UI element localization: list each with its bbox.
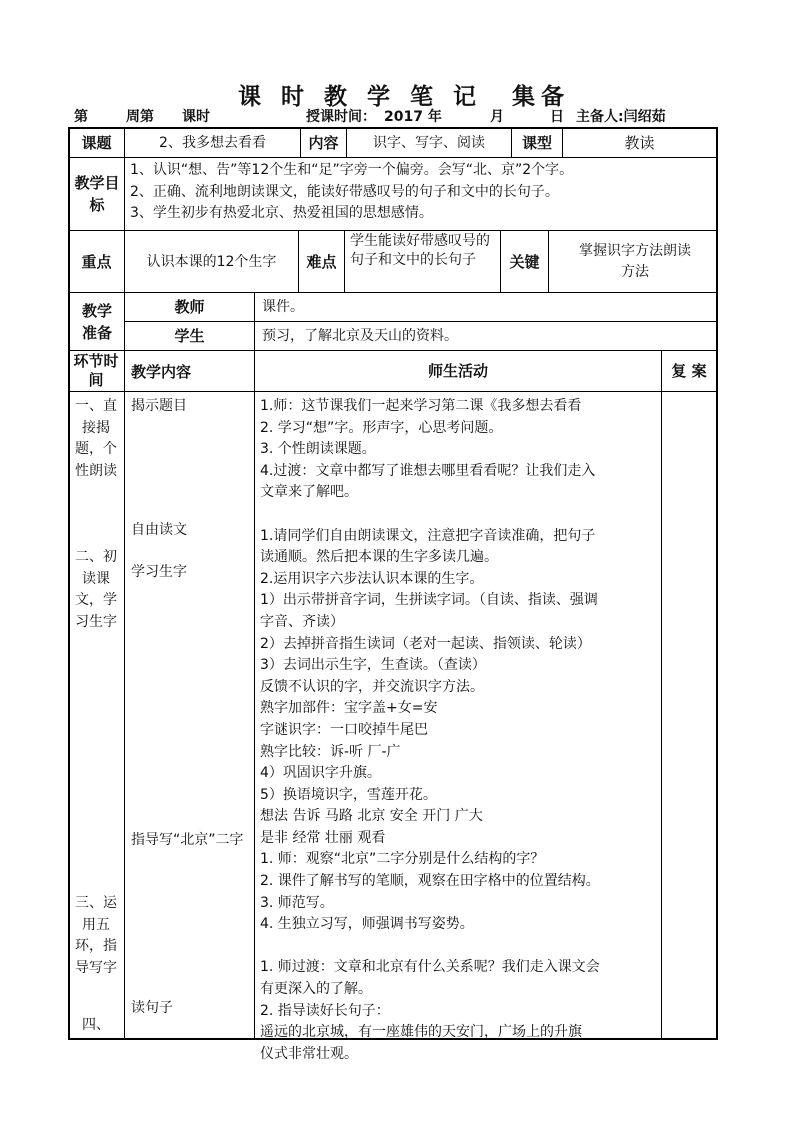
activity-line: 反馈不认识的字，并交流识字方法。 <box>260 678 484 695</box>
activity-list <box>260 396 660 1065</box>
type-value: 教读 <box>624 133 655 152</box>
activity-line: 1.师：这节课我们一起来学习第二课《我多想去看看 <box>260 398 582 414</box>
type-label: 课型 <box>521 133 552 152</box>
activity-line: 1. 师：观察“北京”二字分别是什么结构的字？ <box>260 851 545 868</box>
activity-line: 遥远的北京城，有一座雄伟的天安门，广场上的升旗 <box>260 1024 582 1041</box>
prep-student-label: 学生 <box>174 327 205 345</box>
prep-teacher-label: 教师 <box>174 298 205 316</box>
activity-line: 2. 学习“想”字。形声字，心思考问题。 <box>260 419 503 436</box>
meta-time-label: 授课时间： <box>306 109 376 125</box>
content-item-2: 自由读文 <box>131 522 187 538</box>
activity-line: 4.过渡：文章中都写了谁想去哪里看看呢？让我们走入 <box>260 462 596 479</box>
activity-line: 有更深入的了解。 <box>260 981 372 998</box>
prep-student-value: 预习，了解北京及天山的资料。 <box>262 328 458 344</box>
key-value: 认识本课的12个生字 <box>146 253 277 270</box>
activity-line: 字谜识字：一口咬掉牛尾巴 <box>260 721 428 738</box>
activity-line: 1.请同学们自由朗读课文，注意把字音读准确，把句子 <box>260 527 596 544</box>
stage-1: 一、直接揭题，个性朗读 <box>75 398 117 479</box>
activity-line: 5）换语境识字，雪莲开花。 <box>260 786 437 803</box>
content-value: 识字、写字、阅读 <box>373 134 485 151</box>
stage-3: 三、运用五环，指导写字 <box>75 895 117 976</box>
title-side: 集备 <box>512 84 570 110</box>
activity-line: 1）出示带拼音字词，生拼读字词。（自读、指读、强调 <box>260 592 598 609</box>
content-label: 内容 <box>308 133 339 152</box>
activity-line: 2.运用识字六步法认识本课的生字。 <box>260 570 484 587</box>
activity-line: 1. 师过渡：文章和北京有什么关系呢？我们走入课文会 <box>260 959 600 976</box>
col-content-header: 教学内容 <box>131 363 192 381</box>
activity-line: 字音、齐读） <box>260 613 344 630</box>
activity-line: 是非 经常 壮丽 观看 <box>260 829 386 846</box>
content-item-3: 学习生字 <box>131 564 187 580</box>
col-stage-header: 环节时间 <box>73 352 119 389</box>
stage-4: 四、 <box>82 1017 110 1033</box>
meta-week-unit: 周第 <box>126 109 154 125</box>
meta-week: 第 <box>74 109 88 125</box>
meta-month: 月 <box>490 109 504 125</box>
activity-line: 熟字加部件：宝字盖+女=安 <box>260 700 438 717</box>
content-item-4: 指导写“北京”二字 <box>131 832 244 848</box>
crux-label: 关键 <box>509 252 540 271</box>
prep-label: 教学准备 <box>81 301 112 342</box>
goal-item: 1、认识“想、告”等12个生和“足”字旁一个偏旁。会写“北、京”2个字。 <box>130 162 574 178</box>
meta-day: 日 <box>550 109 564 125</box>
meta-year: 2017 年 <box>384 109 442 125</box>
title-main: 课 时 教 学 笔 记 <box>238 84 483 110</box>
activity-line: 读通顺。然后把本课的生字多读几遍。 <box>260 549 498 566</box>
activity-line: 文章来了解吧。 <box>260 484 358 501</box>
goal-item: 2、正确、流利地朗读课文，能读好带感叹号的句子和文中的长句子。 <box>130 183 559 200</box>
activity-line: 3. 个性朗读课题。 <box>260 441 376 458</box>
activity-line <box>260 936 660 958</box>
activity-line: 2）去掉拼音指生读词（老对一起读、指领读、轮读） <box>260 635 591 652</box>
content-item-1: 揭示题目 <box>131 398 187 414</box>
activity-line: 4）巩固识字升旗。 <box>260 765 381 782</box>
activity-line: 2. 课件了解书写的笔顺，观察在田字格中的位置结构。 <box>260 873 600 890</box>
activity-line: 4. 生独立习写，师强调书写姿势。 <box>260 916 474 933</box>
activity-line: 3. 师范写。 <box>260 894 334 911</box>
activity-line <box>260 504 660 526</box>
goal-item: 3、学生初步有热爱北京、热爱祖国的思想感情。 <box>130 205 433 222</box>
activity-line: 想法 告诉 马路 北京 安全 开门 广大 <box>260 808 483 825</box>
stage-2: 二、初读课文，学习生字 <box>75 549 117 630</box>
crux-value: 掌握识字方法朗读方法 <box>579 242 691 280</box>
goals-label: 教学目标 <box>74 174 120 214</box>
difficult-label: 难点 <box>306 252 337 271</box>
col-activity-header: 师生活动 <box>427 362 488 380</box>
topic-label: 课题 <box>81 133 112 152</box>
content-item-5: 读句子 <box>131 1000 173 1016</box>
meta-lesson-unit: 课时 <box>182 109 210 125</box>
col-review-header: 复 案 <box>671 362 707 380</box>
difficult-value: 学生能读好带感叹号的句子和文中的长句子 <box>350 233 490 268</box>
activity-line: 仪式非常壮观。 <box>260 1045 358 1062</box>
topic-value: 2、我多想去看看 <box>159 134 266 151</box>
activity-line: 熟字比较：诉-听 厂-广 <box>260 743 401 760</box>
activity-line: 3）去词出示生字，生查读。（查读） <box>260 657 486 674</box>
activity-line: 2. 指导读好长句子： <box>260 1002 390 1019</box>
goals-list <box>130 160 715 225</box>
prep-teacher-value: 课件。 <box>262 299 304 315</box>
key-label: 重点 <box>81 252 112 271</box>
meta-line <box>74 106 724 128</box>
meta-author: 主备人:闫绍茹 <box>576 109 666 125</box>
